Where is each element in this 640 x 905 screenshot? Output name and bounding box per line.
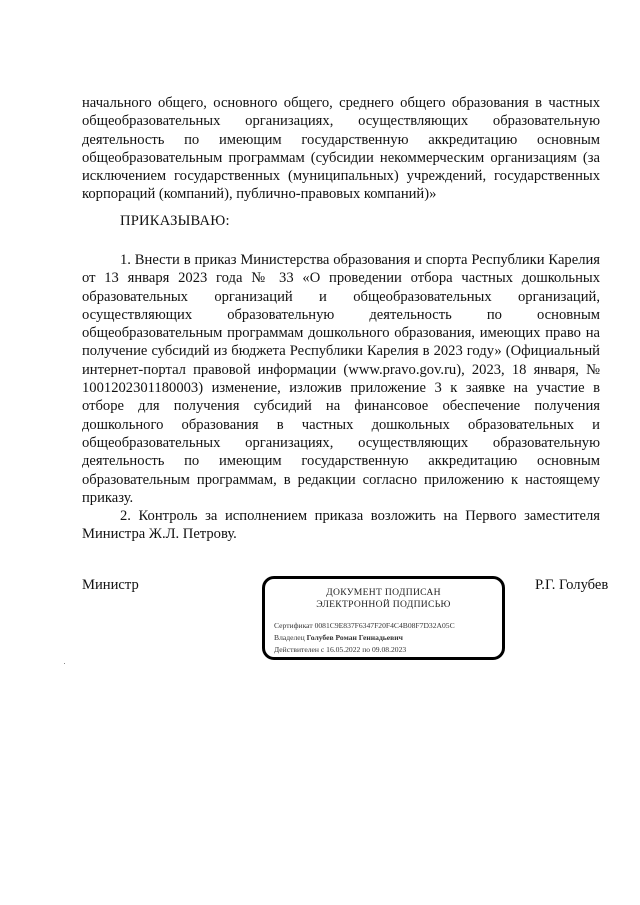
order-heading: ПРИКАЗЫВАЮ: [120,213,230,229]
signature-title: Министр [82,577,139,593]
stamp-title-line-2: ЭЛЕКТРОННОЙ ПОДПИСЬЮ [316,599,451,610]
stamp-valid-to: 09.08.2023 [372,645,407,654]
stamp-valid-to-label: по [362,645,371,654]
order-item-1: 1. Внести в приказ Министерства образования и спорта Республики Карелия от 13 января 2023 года № 33 «О проведении отбора частных дошкольных образовательных организаций и общеобразовательных организаций, осуществляющих образовательную деятельность по основным общеобразовательным программам дошкольного образования, имеющих право на получение субсидий из бюджета Республики Карелия в 2023 году» (Официальный интернет-портал правовой информации (www.pravo.gov.ru), 2023, 18 января, № 1001202301180003) изменение, изложив приложение 3 к заявке на участие в отборе для получения субсидий на финансовое обеспечение получения дошкольного образования в частных дошкольных образовательных и общеобразовательных организациях, осуществляющих образовательную деятельность по имеющим государственную аккредитацию основным образовательным программам, в редакции согласно приложению к настоящему приказу. [82,252,600,506]
intro-paragraph: начального общего, основного общего, среднего общего образования в частных общеобразовательных организациях, осуществляющих образовательную деятельность по имеющим государственную аккредитацию основным общеобразовательным программам (субсидии некоммерческим организациям (за исключением государственных (муниципальных) учреждений, государственных корпораций (компаний), публично-правовых компаний)» [82,95,600,203]
stamp-owner-label: Владелец [274,633,305,642]
stamp-valid-label: Действителен с [274,645,325,654]
stamp-certificate-label: Сертификат [274,621,313,630]
order-item-2: 2. Контроль за исполнением приказа возложить на Первого заместителя Министра Ж.Л. Петрову. [82,508,600,543]
signature-name: Р.Г. Голубев [535,577,609,593]
stamp-certificate-value: 0081C9E837F6347F20F4C4B08F7D32A05C [314,621,455,630]
stamp-title-line-1: ДОКУМЕНТ ПОДПИСАН [326,587,441,598]
stamp-validity [274,645,406,654]
order-items [82,251,600,544]
scan-speck [64,663,65,664]
stamp-owner [274,633,403,642]
stamp-valid-from: 16.05.2022 [326,645,361,654]
stamp-owner-value: Голубев Роман Геннадьевич [306,633,403,642]
electronic-signature-stamp [262,576,505,660]
stamp-certificate [274,621,455,630]
